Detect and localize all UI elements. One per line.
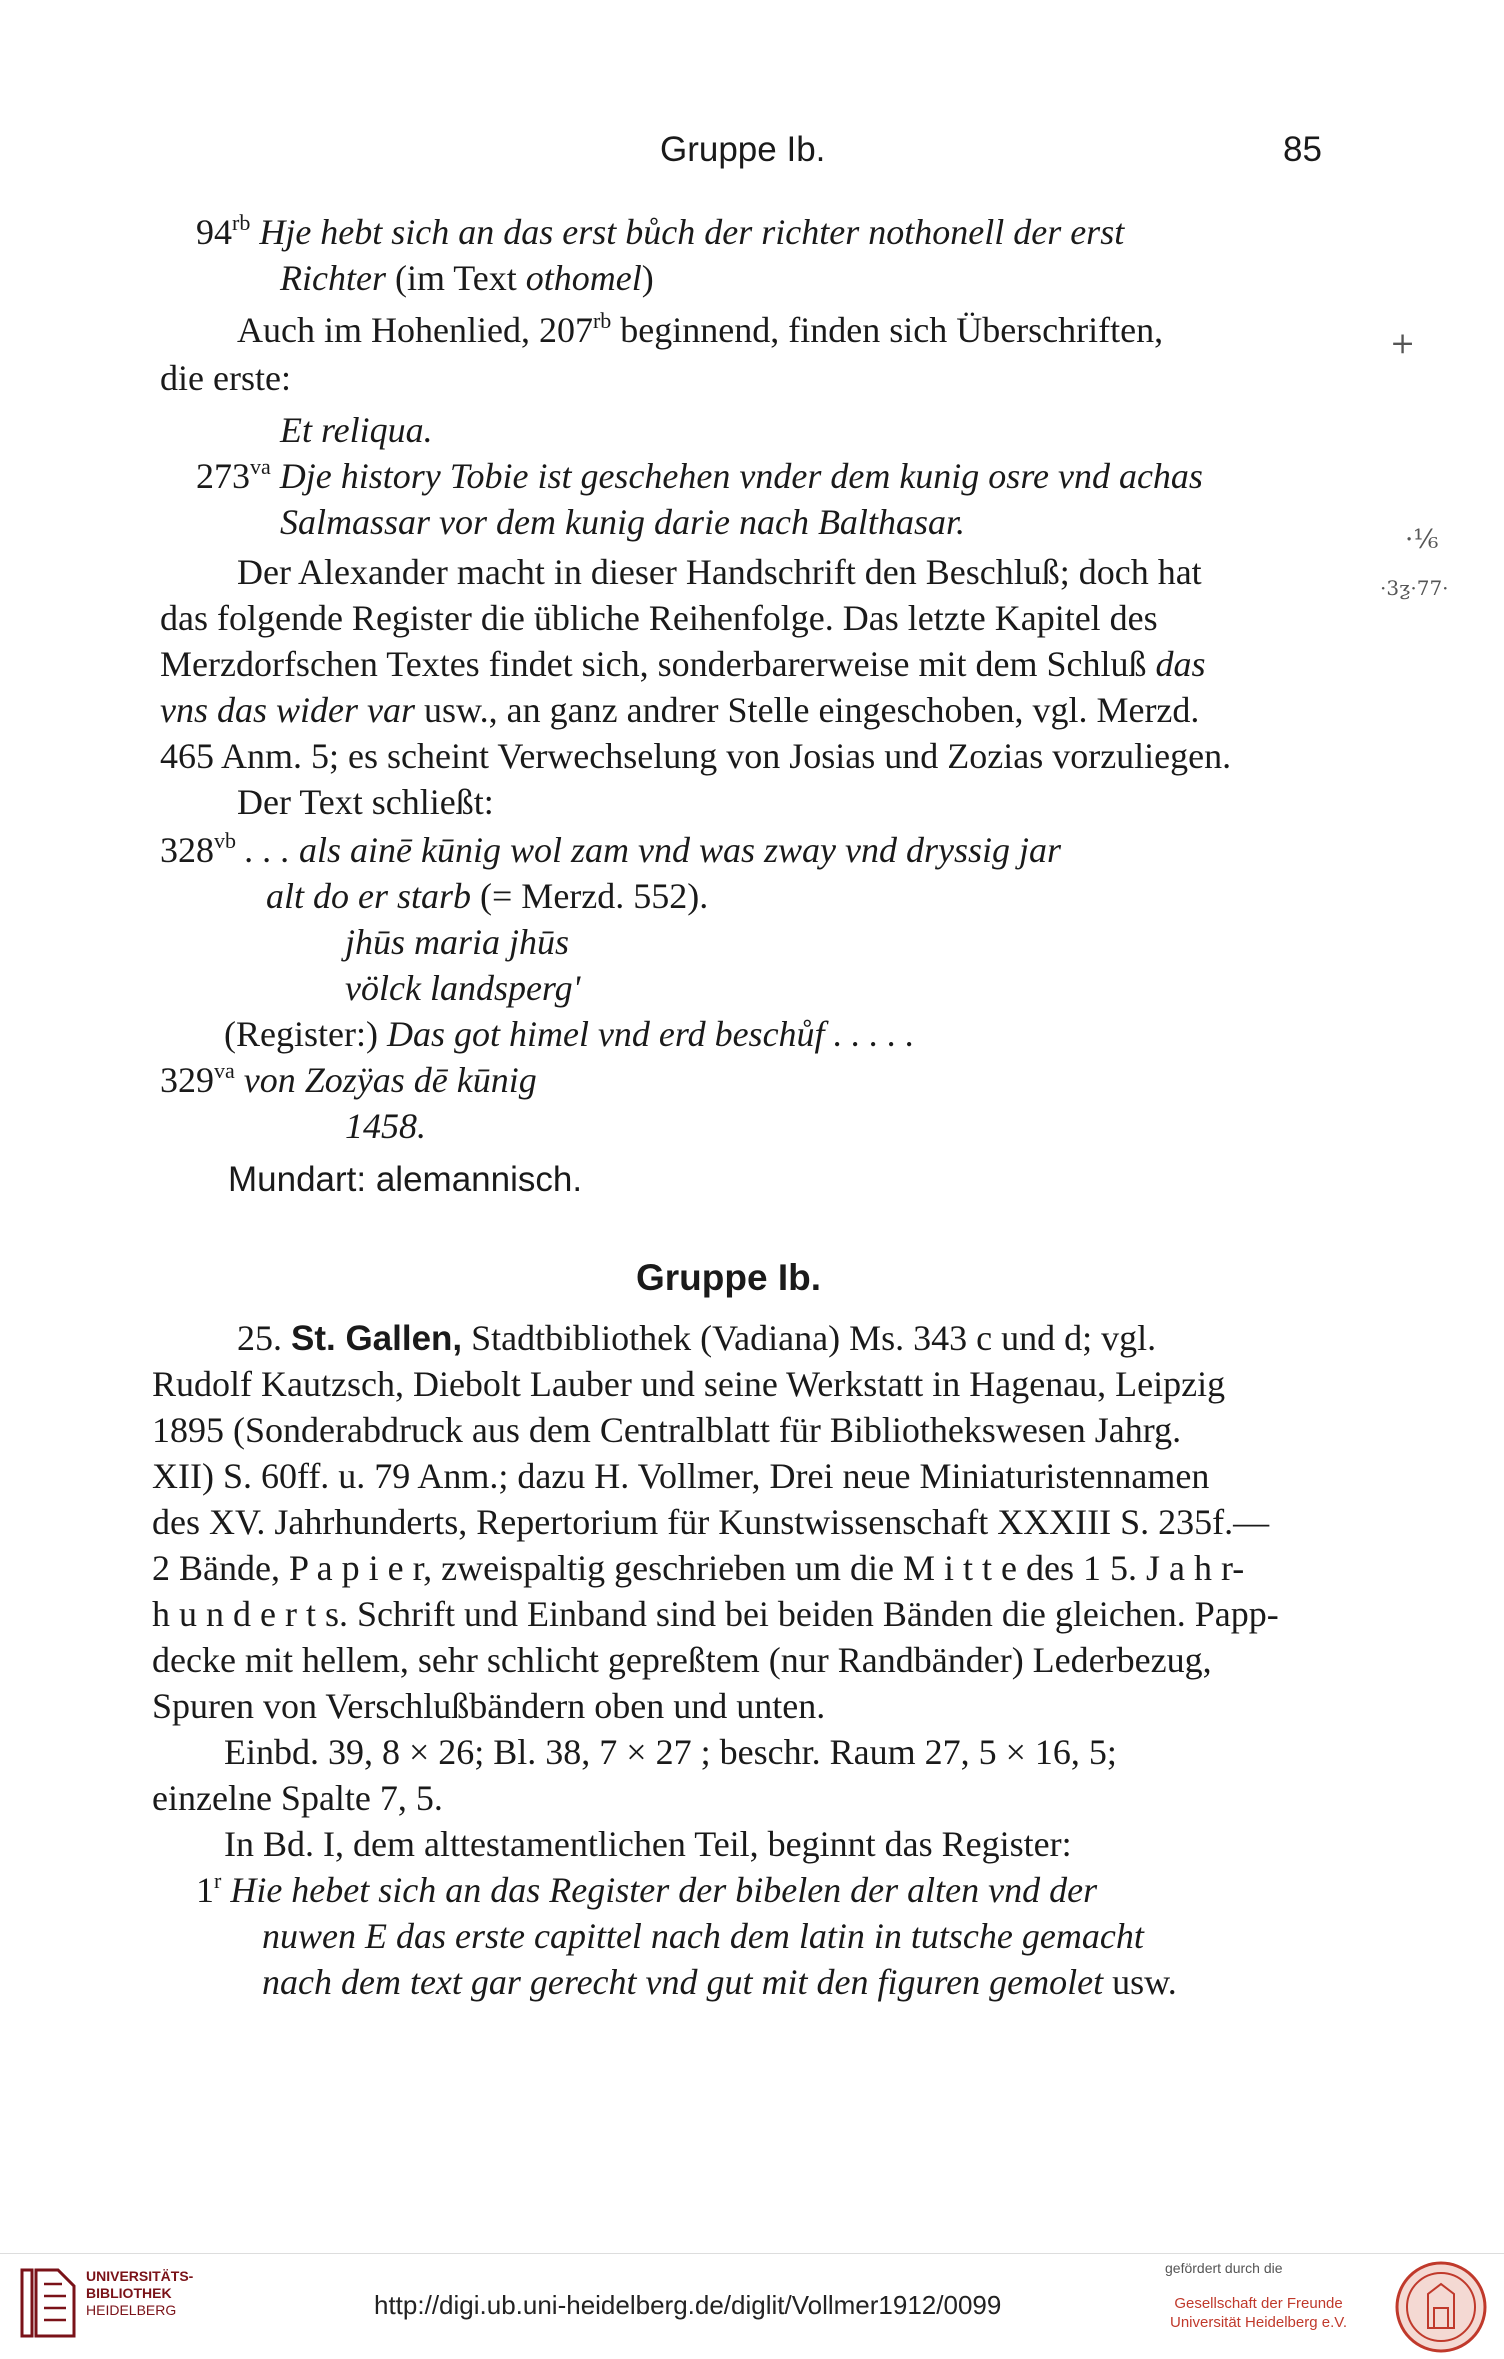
body-text: usw., an ganz andrer Stelle eingeschoben, vgl. Merzd.: [415, 690, 1200, 730]
library-name-line: UNIVERSITÄTS-: [86, 2268, 194, 2284]
running-title: Gruppe Ib.: [660, 130, 826, 169]
funded-by-label: gefördert durch die: [1165, 2260, 1283, 2276]
gallen-line3: 1895 (Sonderabdruck aus dem Centralblatt für Bibliothekswesen Jahrg.: [152, 1410, 1182, 1450]
gallen-line12: In Bd. I, dem alttestamentlichen Teil, beginnt das Register:: [224, 1824, 1072, 1864]
library-logo-icon: [18, 2264, 78, 2342]
section-heading: Gruppe Ib.: [636, 1257, 821, 1298]
library-name: St. Gallen,: [291, 1319, 463, 1358]
alexander-line5: 465 Anm. 5; es scheint Verwechselung von Josias und Zozias vorzuliegen.: [160, 736, 1232, 776]
mundart-line: Mundart: alemannisch.: [228, 1160, 583, 1199]
permalink-link[interactable]: http://digi.ub.uni-heidelberg.de/diglit/Vollmer1912/0099: [374, 2290, 1002, 2320]
digitization-footer: [0, 2253, 1504, 2359]
body-text: beginnend, finden sich Überschriften,: [611, 310, 1164, 350]
gallen-line10: Einbd. 39, 8 × 26; Bl. 38, 7 × 27 ; beschr. Raum 27, 5 × 16, 5;: [224, 1732, 1117, 1772]
entry-folio-number: 273: [196, 456, 250, 496]
hohenlied-line1: [237, 310, 1163, 350]
register-entry-line2: nuwen E das erste capittel nach dem latin in tutsche gemacht: [262, 1916, 1144, 1956]
quoted-text: Hie hebet sich an das Register der bibelen der alten vnd der: [230, 1870, 1098, 1910]
reliqua-line: Et reliqua.: [280, 410, 433, 450]
margin-pencil-note: ·3ƺ·77·: [1380, 576, 1449, 600]
entry-rubric-text: Hje hebt sich an das erst bůch der richter nothonell der erst: [259, 212, 1125, 252]
society-name-line: Gesellschaft der Freunde: [1174, 2295, 1343, 2312]
body-text: Stadtbibliothek (Vadiana) Ms. 343 c und d; vgl.: [462, 1318, 1157, 1358]
entry-note-text: ): [641, 258, 654, 298]
library-name: [86, 2268, 193, 2319]
body-text: (= Merzd. 552).: [471, 876, 709, 916]
entry-94rb-line2: [280, 258, 654, 298]
gallen-line2: Rudolf Kautzsch, Diebolt Lauber und seine Werkstatt in Hagenau, Leipzig: [152, 1364, 1226, 1404]
gallen-line7: h u n d e r t s. Schrift und Einband sind bei beiden Bänden die gleichen. Papp-: [152, 1594, 1279, 1634]
alexander-line2: das folgende Register die übliche Reihenfolge. Das letzte Kapitel des: [160, 598, 1158, 638]
library-name-line: BIBLIOTHEK: [86, 2285, 172, 2301]
body-text: usw.: [1103, 1962, 1177, 2002]
body-text: (Register:): [224, 1014, 387, 1054]
society-name: [1170, 2294, 1347, 2332]
register-line: [224, 1014, 915, 1054]
entry-folio-side: va: [250, 454, 271, 479]
entry-folio-number: 94: [196, 212, 232, 252]
gallen-line4: XII) S. 60ff. u. 79 Anm.; dazu H. Vollmer, Drei neue Miniaturistennamen: [152, 1456, 1210, 1496]
tobie-line2: Salmassar vor dem kunig darie nach Balthasar.: [280, 502, 965, 542]
entry-note-text: (im Text: [385, 258, 526, 298]
entry-folio-side: rb: [232, 210, 251, 235]
society-name-line: Universität Heidelberg e.V.: [1170, 2314, 1348, 2331]
register-entry-line1: [196, 1870, 1097, 1910]
tobie-line1: [196, 456, 1203, 496]
alexander-line3: [160, 644, 1206, 684]
quoted-text: das: [1155, 644, 1206, 684]
entry-number: 25.: [237, 1318, 291, 1358]
register-entry-line3: [262, 1962, 1177, 2002]
hohenlied-line2: die erste:: [160, 358, 291, 398]
gallen-line5: des XV. Jahrhunderts, Repertorium für Kunstwissenschaft XXXIII S. 235f.—: [152, 1502, 1270, 1542]
entry-folio-side: vb: [214, 828, 236, 853]
entry-folio-side: r: [214, 1868, 222, 1893]
gallen-line9: Spuren von Verschlußbändern oben und unten.: [152, 1686, 826, 1726]
entry-folio-number: 1: [196, 1870, 214, 1910]
entry-folio-side: va: [214, 1058, 235, 1083]
schluss-line3: jhūs maria jhūs: [345, 922, 570, 962]
gallen-line11: einzelne Spalte 7, 5.: [152, 1778, 443, 1818]
quoted-text: vns das wider var: [160, 690, 415, 730]
alexander-line6: Der Text schließt:: [237, 782, 494, 822]
entry-329va: [160, 1060, 537, 1100]
schluss-line2: [266, 876, 708, 916]
quoted-text: von Zozÿas dē kūnig: [243, 1060, 537, 1100]
body-text: Auch im Hohenlied, 207: [237, 310, 593, 350]
schluss-line1: [160, 830, 1061, 870]
gallen-line1: [237, 1318, 1156, 1359]
entry-folio-number: 329: [160, 1060, 214, 1100]
quoted-text: nach dem text gar gerecht vnd gut mit den figuren gemolet: [262, 1962, 1104, 2002]
entry-rubric-text: Richter: [280, 258, 386, 298]
alexander-line1: Der Alexander macht in dieser Handschrift den Beschluß; doch hat: [237, 552, 1202, 592]
quoted-text: Das got himel vnd erd beschůf . . . . .: [386, 1014, 915, 1054]
alexander-line4: [160, 690, 1199, 730]
entry-94rb-line1: [196, 212, 1124, 252]
gallen-line6: 2 Bände, P a p i e r, zweispaltig geschrieben um die M i t t e des 1 5. J a h r-: [152, 1548, 1245, 1588]
entry-rubric-text: Dje history Tobie ist geschehen vnder dem kunig osre vnd achas: [279, 456, 1203, 496]
margin-plus-mark: +: [1390, 326, 1416, 361]
folio-side: rb: [592, 308, 612, 333]
entry-folio-number: 328: [160, 830, 214, 870]
year-line: 1458.: [345, 1106, 426, 1146]
quoted-text: alt do er starb: [266, 876, 472, 916]
margin-pencil-note: ·¹⁄₆: [1405, 525, 1439, 555]
entry-rubric-text: othomel: [525, 258, 642, 298]
schluss-line4: völck landsperg': [345, 968, 581, 1008]
library-name-line: HEIDELBERG: [86, 2302, 177, 2318]
quoted-text: . . . als ainē kūnig wol zam vnd was zway vnd dryssig jar: [245, 830, 1061, 870]
body-text: Merzdorfschen Textes findet sich, sonderbarerweise mit dem Schluß: [160, 644, 1156, 684]
gallen-line8: decke mit hellem, sehr schlicht gepreßtem (nur Randbänder) Lederbezug,: [152, 1640, 1212, 1680]
university-seal-icon: [1394, 2260, 1488, 2354]
page-number: 85: [1283, 130, 1322, 169]
